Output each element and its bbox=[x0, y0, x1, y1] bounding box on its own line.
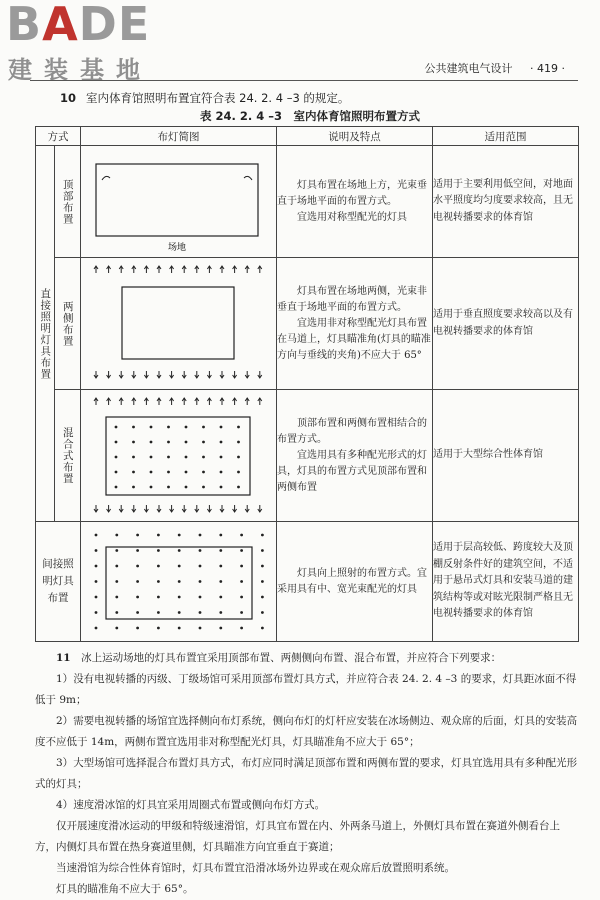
desc-line: 宜选用具有多种配光形式的灯具，灯具的布置方式见顶部布置和两侧布置 bbox=[277, 449, 427, 493]
top-layout-sketch bbox=[84, 150, 274, 254]
luminaire-dot bbox=[219, 580, 222, 583]
desc-line: 灯具布置在场地两侧，光束非垂直于场地平面的布置方式。 bbox=[277, 285, 427, 313]
method-cell bbox=[55, 146, 81, 258]
luminaire-dot bbox=[177, 549, 180, 552]
luminaire-dot bbox=[219, 611, 222, 614]
watermark-subtitle: 建装基地 bbox=[8, 56, 152, 84]
luminaire-dot bbox=[198, 595, 201, 598]
scope-cell: 适用于大型综合性体育馆 bbox=[433, 390, 579, 522]
luminaire-dot bbox=[115, 580, 118, 583]
desc-line: 宜选用对称型配光的灯具 bbox=[297, 211, 407, 223]
luminaire-dot bbox=[157, 580, 160, 583]
luminaire-dot bbox=[261, 549, 264, 552]
header-method: 方式 bbox=[36, 127, 81, 146]
desc-cell bbox=[277, 522, 433, 642]
body-paragraph: 灯具的瞄准角不应大于 65°。 bbox=[56, 883, 194, 895]
luminaire-dot bbox=[157, 533, 160, 536]
luminaire-dot bbox=[132, 425, 135, 428]
luminaire-dot bbox=[149, 485, 152, 488]
luminaire-dot bbox=[198, 611, 201, 614]
luminaire-dot bbox=[177, 626, 180, 629]
luminaire-dot bbox=[167, 425, 170, 428]
luminaire-dot bbox=[237, 455, 240, 458]
scope-cell: 适用于垂直照度要求较高以及有电视转播要求的体育馆 bbox=[433, 258, 579, 390]
luminaire-dot bbox=[132, 440, 135, 443]
luminaire-dot bbox=[261, 611, 264, 614]
luminaire-dot bbox=[114, 425, 117, 428]
luminaire-dot bbox=[219, 470, 222, 473]
court-outline bbox=[122, 287, 234, 359]
body-paragraph: 仅开展速度滑冰运动的甲级和特级速滑馆，灯具宜布置在内、外两条马道上，外侧灯具布置在赛道外侧看台上方，内侧灯具布置在热身赛道里侧，灯具瞄准方向宜垂直于赛道； bbox=[35, 820, 560, 853]
luminaire-dot bbox=[94, 626, 97, 629]
luminaire-dot bbox=[219, 455, 222, 458]
luminaire-dot bbox=[115, 595, 118, 598]
table-caption: 表 24. 2. 4 –3 室内体育馆照明布置方式 bbox=[199, 109, 420, 123]
luminaire-dot bbox=[157, 564, 160, 567]
luminaire-dot bbox=[237, 440, 240, 443]
header-scope: 适用范围 bbox=[433, 127, 579, 146]
luminaire-dot bbox=[115, 533, 118, 536]
luminaire-dot bbox=[184, 470, 187, 473]
table-row bbox=[36, 522, 579, 642]
luminaire-dot bbox=[240, 595, 243, 598]
luminaire-dot bbox=[94, 611, 97, 614]
luminaire-dot bbox=[149, 425, 152, 428]
luminaire-dot bbox=[94, 533, 97, 536]
luminaire-dot bbox=[198, 533, 201, 536]
scope-cell: 适用于层高较低、跨度较大及顶棚反射条件好的建筑空间，不适用于悬吊式灯具和安装马道的建筑结构等或对眩光限制严格且无电视转播要求的体育馆 bbox=[433, 522, 579, 642]
luminaire-dot bbox=[136, 564, 139, 567]
luminaire-symbol bbox=[102, 176, 110, 180]
clause-number: 10 bbox=[60, 91, 77, 105]
luminaire-dot bbox=[136, 595, 139, 598]
luminaire-dot bbox=[219, 626, 222, 629]
luminaire-dot bbox=[198, 564, 201, 567]
method-cell bbox=[55, 258, 81, 390]
luminaire-dot bbox=[219, 425, 222, 428]
body-paragraph: 1）没有电视转播的丙级、丁级场馆可采用顶部布置灯具方式，并应符合表 24. 2. 4 –3 的要求，灯具距冰面不得低于 9m； bbox=[35, 673, 577, 706]
luminaire-dot bbox=[240, 580, 243, 583]
luminaire-dot bbox=[184, 425, 187, 428]
luminaire-symbol bbox=[244, 176, 252, 180]
method-label: 顶部布置 bbox=[61, 178, 74, 225]
luminaire-dot bbox=[219, 485, 222, 488]
running-head bbox=[395, 60, 565, 76]
desc-line: 顶部布置和两侧布置相结合的布置方式。 bbox=[277, 417, 427, 445]
luminaire-dot bbox=[136, 580, 139, 583]
luminaire-dot bbox=[261, 533, 264, 536]
method-label: 间接照明灯具布置 bbox=[42, 558, 74, 604]
luminaire-dot bbox=[219, 564, 222, 567]
luminaire-dot bbox=[115, 626, 118, 629]
luminaire-dot bbox=[219, 595, 222, 598]
luminaire-dot bbox=[114, 440, 117, 443]
luminaire-dot bbox=[237, 470, 240, 473]
luminaire-dot bbox=[114, 485, 117, 488]
luminaire-dot bbox=[114, 455, 117, 458]
table-row bbox=[36, 390, 579, 522]
luminaire-dot bbox=[114, 470, 117, 473]
luminaire-dot bbox=[240, 564, 243, 567]
luminaire-dot bbox=[261, 564, 264, 567]
header-description: 说明及特点 bbox=[277, 127, 433, 146]
luminaire-dot bbox=[184, 440, 187, 443]
luminaire-dot bbox=[177, 580, 180, 583]
method-label: 混合式布置 bbox=[61, 426, 74, 485]
page-number: · 419 · bbox=[530, 62, 565, 75]
luminaire-dot bbox=[202, 485, 205, 488]
desc-cell bbox=[277, 258, 433, 390]
luminaire-dot bbox=[157, 549, 160, 552]
luminaire-dot bbox=[167, 485, 170, 488]
body-text bbox=[35, 648, 580, 900]
luminaire-dot bbox=[136, 611, 139, 614]
court-outline bbox=[106, 547, 252, 619]
luminaire-dot bbox=[261, 580, 264, 583]
sides-layout-sketch bbox=[84, 261, 274, 387]
mixed-layout-sketch bbox=[84, 393, 274, 519]
luminaire-dot bbox=[132, 470, 135, 473]
watermark-logo: BADE bbox=[6, 0, 151, 51]
luminaire-dot bbox=[198, 549, 201, 552]
luminaire-dot bbox=[136, 549, 139, 552]
clause-text: 室内体育馆照明布置宜符合表 24. 2. 4 –3 的规定。 bbox=[86, 91, 350, 105]
section-title: 公共建筑电气设计 bbox=[424, 62, 513, 75]
luminaire-dot bbox=[261, 626, 264, 629]
desc-cell bbox=[277, 390, 433, 522]
desc-cell bbox=[277, 146, 433, 258]
luminaire-dot bbox=[167, 455, 170, 458]
indirect-layout-sketch bbox=[84, 525, 274, 639]
body-paragraph: 4）速度滑冰馆的灯具宜采用周圈式布置或侧向布灯方式。 bbox=[56, 799, 326, 811]
luminaire-dot bbox=[219, 549, 222, 552]
luminaire-dot bbox=[132, 455, 135, 458]
luminaire-dot bbox=[149, 440, 152, 443]
luminaire-dot bbox=[219, 440, 222, 443]
luminaire-dot bbox=[149, 470, 152, 473]
sketch-cell bbox=[81, 390, 277, 522]
clause-10 bbox=[60, 90, 560, 106]
desc-line: 宜选用非对称型配光灯具布置在马道上，灯具瞄准角(灯具的瞄准方向与垂线的夹角)不应大于 65° bbox=[277, 317, 431, 361]
body-paragraph: 3）大型场馆可选择混合布置灯具方式，布灯应同时满足顶部布置和两侧布置的要求，灯具宜选用具有多种配光形式的灯具； bbox=[35, 757, 578, 790]
sketch-cell bbox=[81, 258, 277, 390]
luminaire-dot bbox=[240, 626, 243, 629]
luminaire-dot bbox=[136, 533, 139, 536]
group-label-cell bbox=[36, 146, 55, 522]
luminaire-dot bbox=[136, 626, 139, 629]
luminaire-dot bbox=[167, 470, 170, 473]
luminaire-dot bbox=[202, 455, 205, 458]
luminaire-dot bbox=[202, 425, 205, 428]
luminaire-dot bbox=[177, 533, 180, 536]
luminaire-dot bbox=[240, 549, 243, 552]
luminaire-dot bbox=[261, 595, 264, 598]
luminaire-dot bbox=[202, 440, 205, 443]
luminaire-dot bbox=[237, 425, 240, 428]
court-outline bbox=[106, 417, 250, 495]
body-paragraph: 当速滑馆为综合性体育馆时，灯具布置宜沿滑冰场外边界或在观众席后放置照明系统。 bbox=[56, 862, 455, 874]
body-paragraph: 11 冰上运动场地的灯具布置宜采用顶部布置、两侧侧向布置、混合布置，并应符合下列要求： bbox=[56, 652, 502, 664]
luminaire-dot bbox=[115, 549, 118, 552]
luminaire-dot bbox=[177, 595, 180, 598]
luminaire-dot bbox=[237, 485, 240, 488]
sketch-cell bbox=[81, 146, 277, 258]
luminaire-dot bbox=[167, 440, 170, 443]
luminaire-dot bbox=[115, 564, 118, 567]
method-cell bbox=[55, 390, 81, 522]
luminaire-dot bbox=[157, 595, 160, 598]
luminaire-dot bbox=[149, 455, 152, 458]
luminaire-dot bbox=[94, 580, 97, 583]
table-row bbox=[36, 258, 579, 390]
table-row bbox=[36, 146, 579, 258]
sketch-cell bbox=[81, 522, 277, 642]
luminaire-dot bbox=[184, 455, 187, 458]
body-paragraph: 2）需要电视转播的场馆宜选择侧向布灯系统，侧向布灯的灯杆应安装在冰场侧边、观众席的后面，灯具的安装高度不应低于 14m，两侧布置宜选用非对称型配光灯具，灯具瞄准角不应大于 65°； bbox=[35, 715, 578, 748]
luminaire-dot bbox=[177, 611, 180, 614]
luminaire-dot bbox=[157, 611, 160, 614]
table-header-row bbox=[36, 127, 579, 146]
layout-table bbox=[35, 126, 579, 642]
luminaire-dot bbox=[240, 611, 243, 614]
method-cell bbox=[36, 522, 81, 642]
scope-cell: 适用于主要利用低空间，对地面水平照度均匀度要求较高，且无电视转播要求的体育馆 bbox=[433, 146, 579, 258]
method-label: 两侧布置 bbox=[61, 300, 74, 347]
luminaire-dot bbox=[94, 595, 97, 598]
luminaire-dot bbox=[94, 549, 97, 552]
luminaire-dot bbox=[198, 580, 201, 583]
luminaire-dot bbox=[157, 626, 160, 629]
luminaire-dot bbox=[202, 470, 205, 473]
luminaire-dot bbox=[115, 611, 118, 614]
luminaire-dot bbox=[219, 533, 222, 536]
luminaire-dot bbox=[184, 485, 187, 488]
luminaire-dot bbox=[198, 626, 201, 629]
luminaire-dot bbox=[177, 564, 180, 567]
header-sketch: 布灯简图 bbox=[81, 127, 277, 146]
court-label: 场地 bbox=[167, 242, 186, 253]
luminaire-dot bbox=[132, 485, 135, 488]
header-rule bbox=[30, 80, 578, 81]
court-outline bbox=[96, 164, 258, 236]
luminaire-dot bbox=[94, 564, 97, 567]
group-label: 直接照明灯具布置 bbox=[39, 287, 52, 380]
luminaire-dot bbox=[240, 533, 243, 536]
desc-line: 灯具向上照射的布置方式。宜采用具有中、宽光束配光的灯具 bbox=[277, 567, 427, 595]
desc-line: 灯具布置在场地上方，光束垂直于场地平面的布置方式。 bbox=[277, 179, 427, 207]
